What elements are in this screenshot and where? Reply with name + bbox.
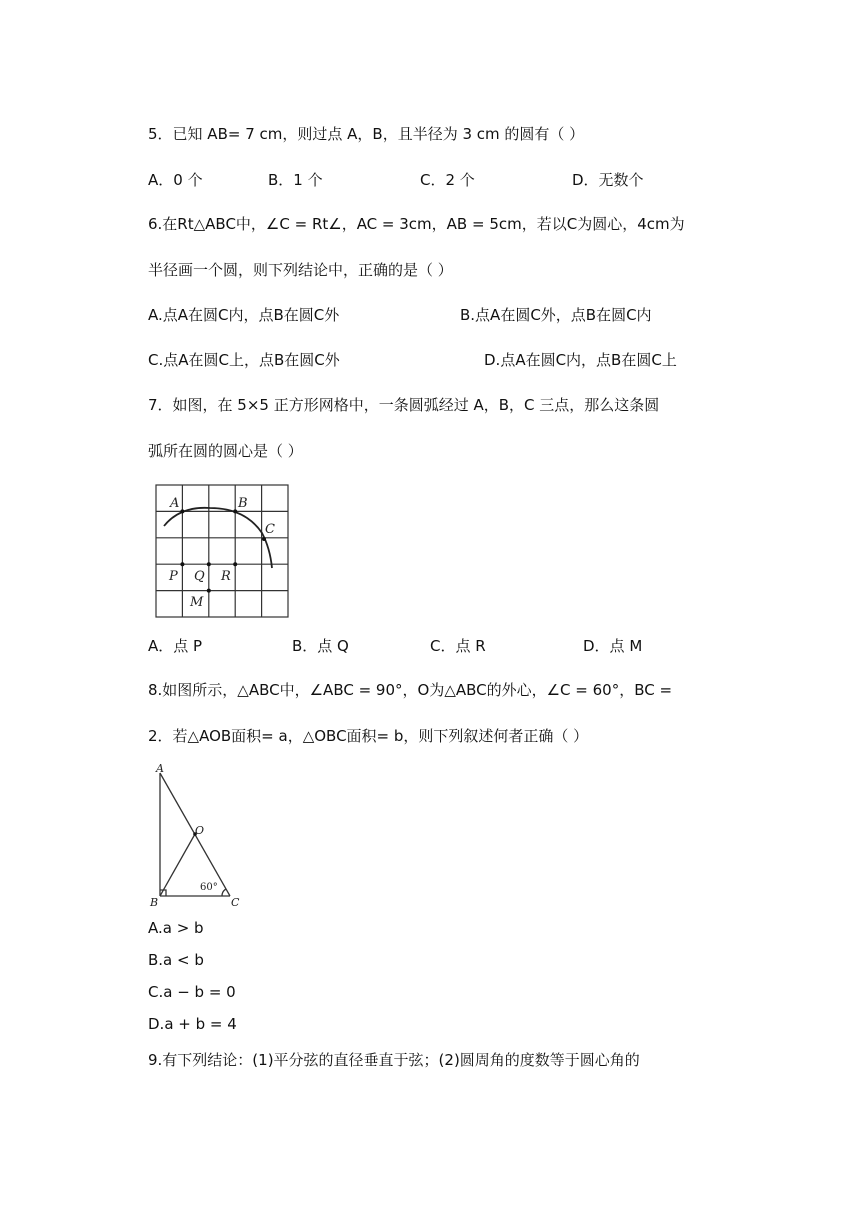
label-p: P bbox=[169, 569, 178, 584]
q7-grid-figure bbox=[150, 478, 296, 624]
q8-triangle-figure bbox=[148, 762, 248, 912]
q6-option-c: C.点A在圆C上，点B在圆C外 bbox=[148, 351, 340, 369]
label-c: C bbox=[231, 896, 240, 909]
q5-option-b: B．1 个 bbox=[268, 171, 323, 189]
q5-option-a: A．0 个 bbox=[148, 171, 203, 189]
q8-stem-line1: 8.如图所示，△ABC中，∠ABC = 90°，O为△ABC的外心，∠C = 60°，BC = bbox=[148, 681, 673, 699]
q9-stem-line1: 9.有下列结论：(1)平分弦的直径垂直于弦；(2)圆周角的度数等于圆心角的 bbox=[148, 1051, 640, 1069]
q5-option-d: D．无数个 bbox=[572, 171, 644, 189]
segment-ob bbox=[160, 834, 195, 896]
q7-option-d: D．点 M bbox=[583, 637, 643, 655]
q5-stem: 5．已知 AB= 7 cm，则过点 A，B，且半径为 3 cm 的圆有（ ） bbox=[148, 125, 585, 143]
label-b: B bbox=[150, 896, 159, 909]
label-b: B bbox=[238, 496, 248, 511]
point-r-dot bbox=[233, 562, 237, 566]
label-a: A bbox=[170, 496, 180, 511]
point-m-dot bbox=[207, 589, 211, 593]
label-c: C bbox=[265, 522, 275, 537]
label-a: A bbox=[156, 762, 164, 775]
angle-c-arc bbox=[222, 889, 226, 896]
q8-option-c: C.a − b = 0 bbox=[148, 983, 236, 1001]
label-q: Q bbox=[194, 569, 205, 584]
q7-option-b: B．点 Q bbox=[292, 637, 349, 655]
label-o: O bbox=[195, 824, 205, 837]
q8-option-b: B.a < b bbox=[148, 951, 204, 969]
q8-option-a: A.a > b bbox=[148, 919, 204, 937]
point-a-dot bbox=[180, 509, 184, 513]
point-c-dot bbox=[262, 537, 266, 541]
point-p-dot bbox=[180, 562, 184, 566]
q8-stem-line2: 2．若△AOB面积= a，△OBC面积= b，则下列叙述何者正确（ ） bbox=[148, 727, 589, 745]
point-q-dot bbox=[207, 562, 211, 566]
label-m: M bbox=[190, 595, 204, 610]
q6-stem-line2: 半径画一个圆，则下列结论中，正确的是（ ） bbox=[148, 261, 453, 279]
q6-stem-line1: 6.在Rt△ABC中，∠C = Rt∠，AC = 3cm，AB = 5cm，若以C为圆心，4cm为 bbox=[148, 215, 685, 233]
q6-option-d: D.点A在圆C内，点B在圆C上 bbox=[484, 351, 677, 369]
angle-label: 60° bbox=[200, 882, 218, 893]
label-r: R bbox=[221, 569, 231, 584]
q6-option-a: A.点A在圆C内，点B在圆C外 bbox=[148, 306, 340, 324]
q8-option-d: D.a + b = 4 bbox=[148, 1015, 237, 1033]
q6-option-b: B.点A在圆C外，点B在圆C内 bbox=[460, 306, 652, 324]
q7-option-a: A．点 P bbox=[148, 637, 203, 655]
q7-stem-line1: 7．如图，在 5×5 正方形网格中，一条圆弧经过 A，B，C 三点，那么这条圆 bbox=[148, 396, 660, 414]
q5-option-c: C．2 个 bbox=[420, 171, 475, 189]
point-b-dot bbox=[233, 509, 237, 513]
q7-option-c: C．点 R bbox=[430, 637, 486, 655]
q7-stem-line2: 弧所在圆的圆心是（ ） bbox=[148, 442, 303, 460]
